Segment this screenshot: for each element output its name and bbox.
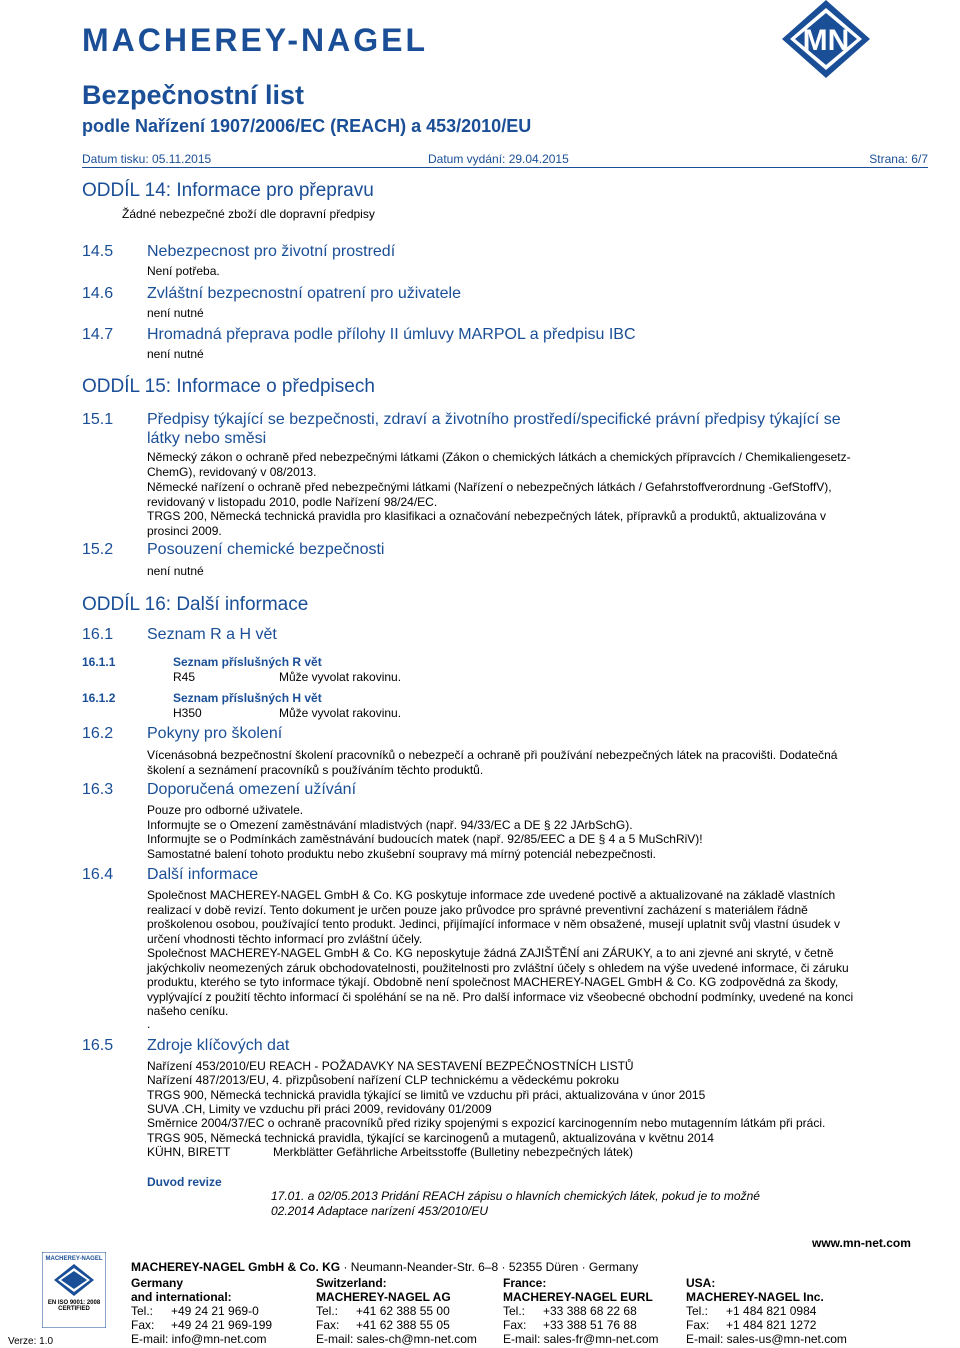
fax-value: +49 24 21 969-199 [171, 1318, 273, 1332]
item-14-7-num: 14.7 [82, 326, 114, 343]
tel-value: +41 62 388 55 00 [356, 1304, 450, 1318]
contact-heading: USA: [686, 1276, 716, 1290]
item-16-3-line: Informujte se o Podmínkách zaměstnávání budoucích matek (např. 92/85/EEC a DE § 4 a 5 MuSchRiV)! [147, 832, 703, 846]
section-14-title: ODDÍL 14: Informace pro přepravu [82, 180, 374, 201]
contact-heading: Germany [131, 1276, 184, 1290]
tel-label: Tel.: [316, 1304, 339, 1318]
item-16-4-line: jakýchkoliv neomezených záruk obchodovatelnosti, použitelnosti pro zvláštní účely s ohledem na výše uvedené informace, či záruku [147, 961, 849, 975]
item-16-2-num: 16.2 [82, 725, 114, 742]
item-14-7-title: Hromadná přeprava podle přílohy II úmluvy MARPOL a předpisu IBC [147, 326, 636, 343]
tel-label: Tel.: [503, 1304, 526, 1318]
company-address [131, 1260, 638, 1274]
h-phrases-title: Seznam příslušných H vět [173, 691, 322, 705]
footer-logo-icon [42, 1252, 106, 1328]
revision-line: 02.2014 Adaptace narízení 453/2010/EU [271, 1204, 489, 1218]
fax-value: +1 484 821 1272 [726, 1318, 817, 1332]
page-number: Strana: 6/7 [869, 152, 928, 166]
item-16-1-1-num: 16.1.1 [82, 655, 116, 669]
item-16-5-line: Nařízení 453/2010/EU REACH - POŽADAVKY NA SESTAVENÍ BEZPEČNOSTNÍCH LISTŮ [147, 1059, 634, 1073]
item-15-1-line: TRGS 200, Německá technická pravidla pro klasifikaci a označování nebezpečných látek, přípravků a produktů, aktualizována v [147, 509, 827, 523]
fax-label: Fax: [503, 1318, 527, 1332]
item-14-5-num: 14.5 [82, 243, 114, 260]
item-14-5-text: Není potřeba. [147, 264, 220, 278]
fax-value: +41 62 388 55 05 [356, 1318, 450, 1332]
item-16-4-line: proškolenou osobou, používající tento produkt. Jedinci, přijímající informace v něm obsažené, musejí uplatnit svůj vlastní úsudek v [147, 917, 841, 931]
item-15-1-title-2: látky nebo směsi [147, 430, 267, 447]
h-text: Může vyvolat rakovinu. [279, 706, 402, 720]
email-link[interactable]: E-mail: info@mn-net.com [131, 1332, 267, 1346]
item-15-2-num: 15.2 [82, 541, 114, 558]
item-16-2-line: Vícenásobná bezpečnostní školení pracovníků o nebezpečí a ochraně při používání nebezpečných látek na pracovišti. Dodatečná [147, 748, 838, 762]
item-15-2-title: Posouzení chemické bezpečnosti [147, 541, 385, 558]
item-16-4-line: Společnost MACHEREY-NAGEL GmbH & Co. KG poskytuje informace zde uvedené poctivě a aktualizované na základě vlastních [147, 888, 836, 902]
item-16-2-line: školení a seznámení pracovníků s používáním těchto produktů. [147, 763, 484, 777]
issue-date: Datum vydání: 29.04.2015 [428, 152, 569, 166]
contact-subheading: and international: [131, 1290, 232, 1304]
item-16-4-line: určení vhodnosti těchto informací pro zvláštní účely. [147, 932, 423, 946]
contact-heading: France: [503, 1276, 547, 1290]
item-16-3-num: 16.3 [82, 781, 114, 798]
item-16-4-line: vyplývající z použití těchto informací či spoléhání se na ně. Pro další informace viz všeobecné obchodní podmínky, uvedené na konci [147, 990, 854, 1004]
section-16-title: ODDÍL 16: Další informace [82, 594, 309, 615]
item-15-1-num: 15.1 [82, 411, 114, 428]
footer-logo-text: MACHEREY-NAGEL [45, 1256, 103, 1262]
contact-switzerland [316, 1276, 477, 1346]
item-16-5-line: TRGS 900, Německá technická pravidla týkající se limitů ve vzduchu při práci, aktualizována v únor 2015 [147, 1088, 706, 1102]
item-16-2-title: Pokyny pro školení [147, 725, 283, 742]
tel-label: Tel.: [131, 1304, 154, 1318]
contact-usa [686, 1276, 847, 1346]
email-link[interactable]: E-mail: sales-ch@mn-net.com [316, 1332, 477, 1346]
revision-line: 17.01. a 02/05.2013 Pridání REACH zápisu o hlavních chemických látek, pokud je to možné [271, 1189, 760, 1203]
item-15-1-line: ChemG), revidovaný v 08/2013. [147, 465, 317, 479]
item-16-5-title: Zdroje klíčových dat [147, 1037, 290, 1054]
mn-logo-icon [778, 0, 874, 78]
item-14-5-title: Nebezpecnost pro životní prostredí [147, 243, 396, 260]
item-16-5-line: SUVA .CH, Limity ve vzduchu při práci 2009, revidovány 01/2009 [147, 1102, 492, 1116]
h-code: H350 [173, 706, 202, 720]
meta-line [82, 152, 928, 168]
website-link[interactable]: www.mn-net.com [812, 1236, 911, 1250]
logo-text: MN [802, 24, 850, 57]
iso-cert-badge: EN ISO 9001: 2008 CERTIFIED [47, 1300, 101, 1312]
contact-germany [131, 1276, 272, 1346]
item-16-5-source-b: Merkblätter Gefährliche Arbeitsstoffe (Bulletiny nebezpečných látek) [273, 1145, 633, 1159]
item-16-3-title: Doporučená omezení užívání [147, 781, 357, 798]
item-16-4-line: produktu, kterého se tyto informace týkají. Obdobně není společnost MACHEREY-NAGEL GmbH & Co. KG zodpovědná za škody, [147, 975, 839, 989]
contact-subheading: MACHEREY-NAGEL EURL [503, 1290, 653, 1304]
item-15-1-line: Německé nařízení o ochraně před nebezpečnými látkami (Nařízení o nebezpečných látkách / Gefahrstoffverordnung -GefStoffV), [147, 480, 832, 494]
item-16-5-line: TRGS 905, Německá technická pravidla, týkající se karcinogenů a mutagenů, aktualizována v květnu 2014 [147, 1131, 714, 1145]
print-date: Datum tisku: 05.11.2015 [82, 152, 212, 166]
item-14-6-text: není nutné [147, 306, 204, 320]
contact-subheading: MACHEREY-NAGEL AG [316, 1290, 451, 1304]
item-16-3-line: Pouze pro odborné uživatele. [147, 803, 304, 817]
item-16-4-title: Další informace [147, 866, 259, 883]
tel-label: Tel.: [686, 1304, 709, 1318]
item-16-5-num: 16.5 [82, 1037, 114, 1054]
item-16-3-line: Samostatné balení tohoto produktu nebo zkušební soupravy má mírný potenciál nebezpečnosti. [147, 847, 656, 861]
company-address-text: · Neumann-Neander-Str. 6–8 · 52355 Düren · Germany [340, 1260, 639, 1274]
brand-wordmark: MACHEREY-NAGEL [82, 22, 429, 58]
item-14-7-text: není nutné [147, 347, 204, 361]
item-15-1-line: prosinci 2009. [147, 524, 222, 538]
item-16-5-source-a: KÜHN, BIRETT [147, 1145, 231, 1159]
item-15-1-title: Předpisy týkající se bezpečnosti, zdraví a životního prostředí/specifické právní předpisy týkající se [147, 411, 841, 428]
item-16-1-title: Seznam R a H vět [147, 626, 277, 643]
contact-heading: Switzerland: [316, 1276, 387, 1290]
item-16-4-line: realizací v době revizí. Tento dokument je určen pouze jako průvodce pro správné preventivní zacházení s materiálem řádně [147, 903, 808, 917]
item-16-4-line: našeho ceníku. [147, 1004, 229, 1018]
fax-label: Fax: [131, 1318, 155, 1332]
version-label: Verze: 1.0 [8, 1336, 54, 1347]
email-link[interactable]: E-mail: sales-us@mn-net.com [686, 1332, 847, 1346]
fax-label: Fax: [316, 1318, 340, 1332]
r-phrases-title: Seznam příslušných R vět [173, 655, 322, 669]
item-16-4-line: Společnost MACHEREY-NAGEL GmbH & Co. KG neposkytuje žádná ZAJIŠTĚNÍ ani ZÁRUKY, a to ani zjevné ani skryté, v četně [147, 946, 834, 960]
contact-france [503, 1276, 659, 1346]
revision-label: Duvod revize [147, 1175, 222, 1189]
fax-label: Fax: [686, 1318, 710, 1332]
item-16-1-2-num: 16.1.2 [82, 691, 116, 705]
fax-value: +33 388 51 76 88 [543, 1318, 637, 1332]
item-15-1-line: Německý zákon o ochraně před nebezpečnými látkami (Zákon o chemických látkách a chemických přípravcích / Chemikaliengesetz- [147, 450, 851, 464]
item-14-6-num: 14.6 [82, 285, 114, 302]
item-16-4-line: . [147, 1017, 151, 1031]
r-text: Může vyvolat rakovinu. [279, 670, 402, 684]
document-title: Bezpečnostní list [82, 80, 305, 110]
r-code: R45 [173, 670, 196, 684]
company-name: MACHEREY-NAGEL GmbH & Co. KG [131, 1260, 341, 1274]
item-16-4-num: 16.4 [82, 866, 114, 883]
section-15-title: ODDÍL 15: Informace o předpisech [82, 376, 375, 397]
item-16-5-line: Směrnice 2004/37/EC o ochraně pracovníků před riziky spojenými s expozicí karcinogenním nebo mutagenním látkám při práci. [147, 1116, 826, 1130]
section-14-note: Žádné nebezpečné zboží dle dopravní předpisy [122, 207, 375, 221]
item-14-6-title: Zvláštní bezpecnostní opatrení pro uživatele [147, 285, 461, 302]
item-16-5-line: Nařízení 487/2013/EU, 4. přizpůsobení nařízení CLP technickému a vědeckému pokroku [147, 1073, 620, 1087]
item-16-1-num: 16.1 [82, 626, 114, 643]
tel-value: +33 388 68 22 68 [543, 1304, 637, 1318]
item-15-1-line: revidovaný v listopadu 2010, podle Nařízení 98/24/EC. [147, 495, 438, 509]
document-subtitle: podle Nařízení 1907/2006/EC (REACH) a 453/2010/EU [82, 116, 532, 136]
item-16-3-line: Informujte se o Omezení zaměstnávání mladistvých (např. 94/33/EC a DE § 22 JArbSchG). [147, 818, 633, 832]
tel-value: +1 484 821 0984 [726, 1304, 817, 1318]
item-15-2-text: není nutné [147, 564, 204, 578]
email-link[interactable]: E-mail: sales-fr@mn-net.com [503, 1332, 659, 1346]
contact-subheading: MACHEREY-NAGEL Inc. [686, 1290, 824, 1304]
tel-value: +49 24 21 969-0 [171, 1304, 259, 1318]
